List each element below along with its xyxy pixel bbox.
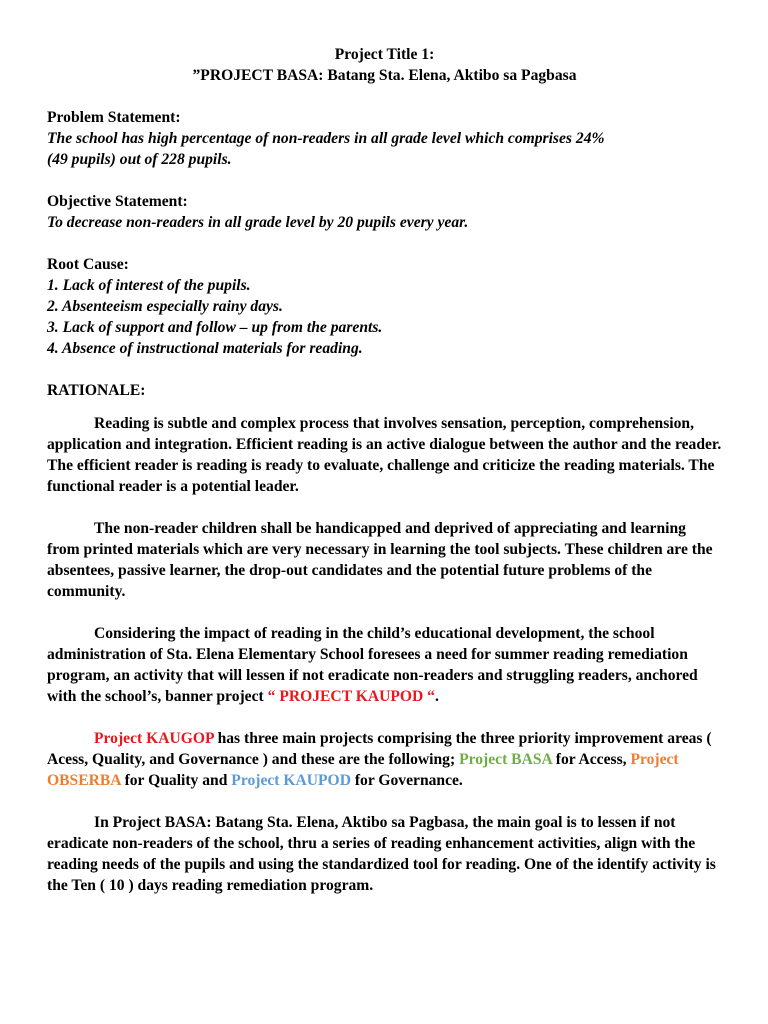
root-cause-item: 2. Absenteeism especially rainy days. bbox=[47, 298, 283, 315]
paragraph-4-text-4: for Governance. bbox=[350, 772, 463, 789]
root-cause-section bbox=[47, 254, 722, 359]
paragraph-4-text-3: for Quality and bbox=[120, 772, 232, 789]
problem-statement-section bbox=[47, 107, 722, 170]
project-kaugop-highlight: Project KAUGOP bbox=[94, 730, 214, 747]
project-kaupod-highlight: Project KAUPOD bbox=[231, 772, 351, 789]
rationale-paragraph-1: Reading is subtle and complex process that involves sensation, perception, comprehension, application and integration. Efficient reading is an active dialogue between the author and the reader. The efficient reader is reading is ready to evaluate, challenge and criticize the reading materials. The functional reader is a potential leader. bbox=[47, 415, 722, 495]
paragraph-4-text-2: for Access, bbox=[551, 751, 631, 768]
rationale-paragraph-3 bbox=[47, 623, 722, 707]
root-cause-heading: Root Cause: bbox=[47, 256, 129, 273]
project-obserba-highlight: Project OBSERBA bbox=[47, 751, 679, 789]
problem-statement-line-1: The school has high percentage of non-readers in all grade level which comprises 24% bbox=[47, 130, 605, 147]
project-title: ”PROJECT BASA: Batang Sta. Elena, Aktibo sa Pagbasa bbox=[192, 67, 577, 84]
root-cause-item: 3. Lack of support and follow – up from the parents. bbox=[47, 319, 383, 336]
objective-statement-text: To decrease non-readers in all grade level by 20 pupils every year. bbox=[47, 214, 469, 231]
root-cause-item: 4. Absence of instructional materials for reading. bbox=[47, 340, 363, 357]
project-basa-highlight: Project BASA bbox=[459, 751, 552, 768]
rationale-section bbox=[47, 380, 722, 896]
rationale-paragraph-4 bbox=[47, 728, 722, 791]
paragraph-4-text-1: has three main projects comprising the three priority improvement areas ( Acess, Quality, and Governance ) and these are the following; bbox=[47, 730, 712, 768]
project-kaupod-banner-highlight: “ PROJECT KAUPOD “ bbox=[267, 688, 435, 705]
problem-statement-heading: Problem Statement: bbox=[47, 109, 181, 126]
rationale-paragraph-2: The non-reader children shall be handicapped and deprived of appreciating and learning from printed materials which are very necessary in learning the tool subjects. These children are the absentees, passive learner, the drop-out candidates and the potential future problems of the community. bbox=[47, 520, 713, 600]
objective-statement-section bbox=[47, 191, 722, 233]
rationale-paragraph-5: In Project BASA: Batang Sta. Elena, Aktibo sa Pagbasa, the main goal is to lessen if not eradicate non-readers of the school, thru a series of reading enhancement activities, align with the reading needs of the pupils and using the standardized tool for reading. One of the identify activity is the Ten ( 10 ) days reading remediation program. bbox=[47, 814, 716, 894]
rationale-heading: RATIONALE: bbox=[47, 382, 146, 399]
project-title-label: Project Title 1: bbox=[334, 46, 435, 63]
paragraph-3-text: Considering the impact of reading in the child’s educational development, the school administration of Sta. Elena Elementary School foresees a need for summer reading remediation program, an activity that will lessen if not eradicate non-readers and struggling readers, anchored with the school’s, banner project bbox=[47, 625, 698, 705]
objective-statement-heading: Objective Statement: bbox=[47, 193, 188, 210]
paragraph-3-end: . bbox=[434, 688, 439, 705]
root-cause-item: 1. Lack of interest of the pupils. bbox=[47, 277, 251, 294]
problem-statement-line-2: (49 pupils) out of 228 pupils. bbox=[47, 151, 232, 168]
